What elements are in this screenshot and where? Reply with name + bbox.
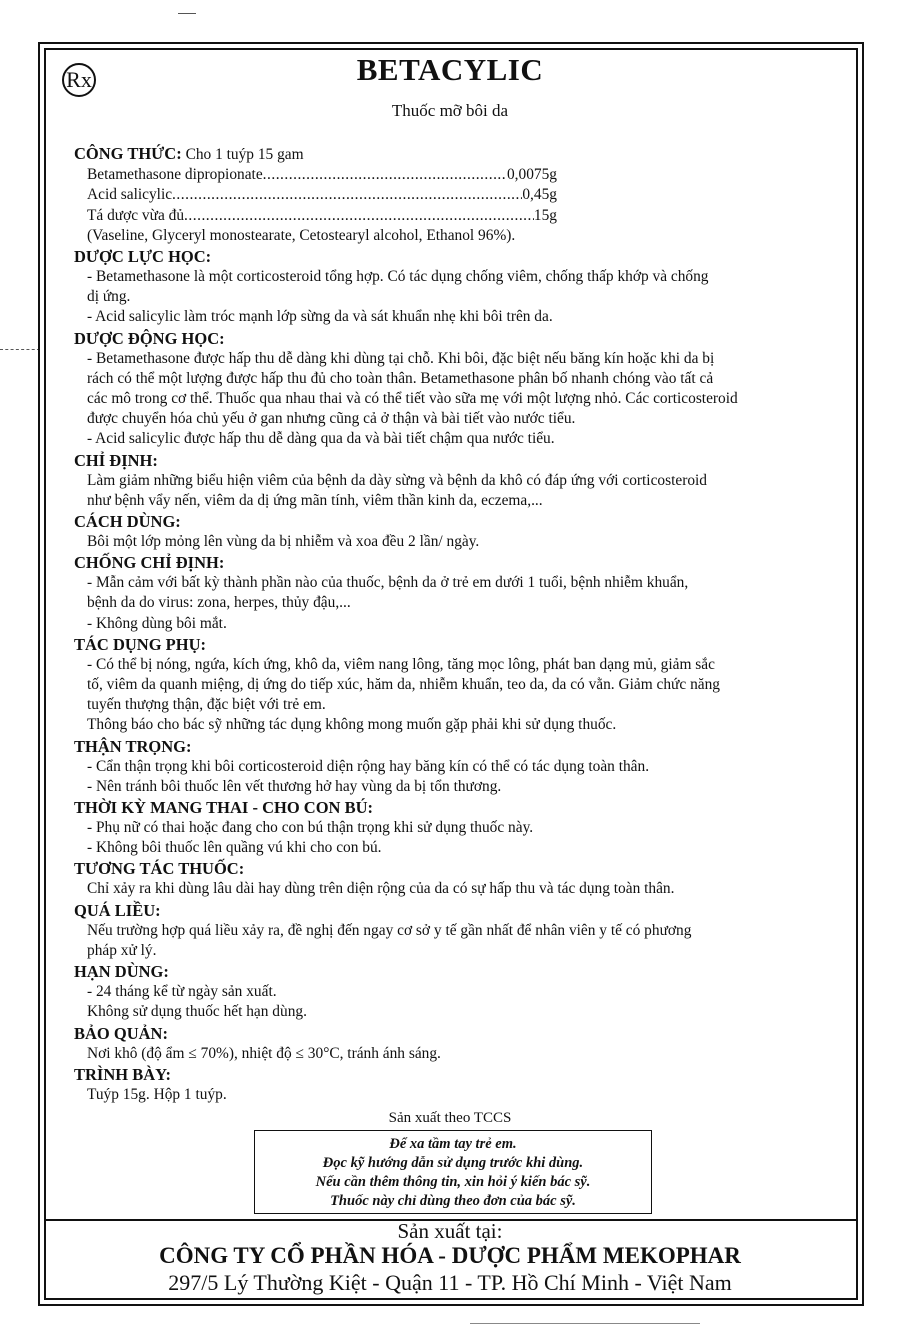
scan-mark-top — [178, 13, 196, 14]
ingredient-amount: 0,0075g — [506, 166, 557, 184]
section-heading: CÔNG THỨC: — [74, 144, 182, 163]
section-text-line: - Nên tránh bôi thuốc lên vết thương hở hay vùng da bị tổn thương. — [87, 777, 502, 795]
formula-excipients: (Vaseline, Glyceryl monostearate, Cetostearyl alcohol, Ethanol 96%). — [87, 226, 516, 244]
sections-list — [74, 246, 834, 1105]
product-subtitle: Thuốc mỡ bôi da — [391, 101, 509, 120]
warning-line: Nếu cần thêm thông tin, xin hỏi ý kiến bác sỹ. — [315, 1174, 591, 1190]
section-heading: CHỐNG CHỈ ĐỊNH: — [74, 553, 225, 573]
section-text-line: - Phụ nữ có thai hoặc đang cho con bú thận trọng khi sử dụng thuốc này. — [87, 819, 534, 837]
section-text-line: Thông báo cho bác sỹ những tác dụng không mong muốn gặp phải khi sử dụng thuốc. — [87, 716, 617, 734]
section-text-line: Nếu trường hợp quá liều xảy ra, đề nghị đến ngay cơ sở y tế gần nhất để nhân viên y tế có phương — [87, 921, 692, 939]
leaflet-section — [74, 1064, 834, 1105]
section-text-line: - Betamethasone được hấp thu dễ dàng khi dùng tại chỗ. Khi bôi, đặc biệt nếu băng kín hoặc khi da bị — [87, 349, 715, 367]
leader-dots — [172, 185, 522, 205]
formula-table — [74, 165, 834, 226]
formula-row — [74, 165, 557, 185]
warning-box — [254, 1130, 652, 1214]
warning-line: Thuốc này chỉ dùng theo đơn của bác sỹ. — [330, 1193, 576, 1209]
section-text-line: - Acid salicylic làm tróc mạnh lớp sừng da và sát khuẩn nhẹ khi bôi trên da. — [87, 308, 553, 326]
section-text-line: pháp xử lý. — [87, 941, 157, 959]
scan-mark-left — [0, 349, 40, 350]
leaflet-section — [74, 900, 834, 961]
section-text-line: tố, viêm da quanh miệng, dị ứng do tiếp xúc, hăm da, nhiễm khuẩn, teo da, da có vằn. Giảm chức năng — [87, 676, 720, 694]
section-text-line: Bôi một lớp mỏng lên vùng da bị nhiễm và xoa đều 2 lần/ ngày. — [87, 533, 480, 551]
formula-row — [74, 206, 557, 226]
section-text-line: - Không bôi thuốc lên quầng vú khi cho con bú. — [87, 839, 382, 857]
section-heading: TRÌNH BÀY: — [74, 1064, 172, 1084]
formula-intro: Cho 1 tuýp 15 gam — [185, 146, 304, 163]
leaflet-section — [74, 246, 834, 328]
section-heading: THỜI KỲ MANG THAI - CHO CON BÚ: — [74, 798, 373, 818]
ingredient-name: Acid salicylic — [87, 186, 173, 204]
leaflet-section — [74, 797, 834, 858]
manufacturer-address: 297/5 Lý Thường Kiệt - Quận 11 - TP. Hồ Chí Minh - Việt Nam — [168, 1270, 732, 1295]
leader-dots — [184, 206, 534, 226]
leaflet-section — [74, 511, 834, 552]
leaflet-section — [74, 858, 834, 899]
manufacturer-label: Sản xuất tại: — [397, 1219, 503, 1243]
section-heading: QUÁ LIỀU: — [74, 900, 161, 920]
section-text-line: - Mẫn cảm với bất kỳ thành phần nào của thuốc, bệnh da ở trẻ em dưới 1 tuổi, bệnh nhiễm khuẩn, — [87, 574, 689, 592]
ingredient-amount: 15g — [533, 206, 557, 224]
section-text-line: - Acid salicylic được hấp thu dễ dàng qua da và bài tiết chậm qua nước tiểu. — [87, 430, 555, 448]
leaflet-section — [74, 961, 834, 1022]
section-text-line: - Không dùng bôi mắt. — [87, 614, 227, 632]
leaflet-section — [74, 736, 834, 797]
section-text-line: - Có thể bị nóng, ngứa, kích ứng, khô da, viêm nang lông, tăng mọc lông, phát ban dạng mủ, giảm sắc — [87, 655, 715, 673]
ingredient-name: Tá dược vừa đủ — [87, 206, 185, 224]
section-text-line: Tuýp 15g. Hộp 1 tuýp. — [87, 1085, 227, 1103]
section-text-line: Làm giảm những biểu hiện viêm của bệnh da dày sừng và bệnh da khô có đáp ứng với corticosteroid — [87, 471, 707, 489]
section-heading: DƯỢC LỰC HỌC: — [74, 247, 212, 267]
production-standard: Sản xuất theo TCCS — [388, 1110, 512, 1126]
section-heading: DƯỢC ĐỘNG HỌC: — [74, 328, 225, 348]
leaflet-section — [74, 634, 834, 736]
section-text-line: rách có thể một lượng được hấp thu đủ cho toàn thân. Betamethasone phân bố nhanh chóng vào tất cả — [87, 369, 714, 387]
leader-dots — [263, 165, 507, 185]
section-heading: CÁCH DÙNG: — [74, 512, 181, 532]
section-text-line: Nơi khô (độ ẩm ≤ 70%), nhiệt độ ≤ 30°C, tránh ánh sáng. — [87, 1044, 441, 1062]
section-cong-thuc — [74, 143, 834, 165]
prescription-rx-icon: Rx — [62, 63, 96, 97]
section-text-line: bệnh da do virus: zona, herpes, thủy đậu,... — [87, 594, 351, 612]
leaflet-section — [74, 450, 834, 511]
section-text-line: như bệnh vẩy nến, viêm da dị ứng mãn tính, viêm thần kinh da, eczema,... — [87, 491, 543, 509]
ingredient-name: Betamethasone dipropionate — [87, 166, 263, 184]
section-heading: TÁC DỤNG PHỤ: — [74, 634, 206, 654]
manufacturer-company: CÔNG TY CỔ PHẦN HÓA - DƯỢC PHẨM MEKOPHAR — [159, 1243, 741, 1268]
section-text-line: - Cẩn thận trọng khi bôi corticosteroid diện rộng hay băng kín có thể có tác dụng toàn thân. — [87, 757, 650, 775]
leaflet-section — [74, 552, 834, 634]
section-text-line: - Betamethasone là một corticosteroid tổng hợp. Có tác dụng chống viêm, chống thấp khớp và chống — [87, 268, 709, 286]
leaflet-content — [74, 143, 834, 1105]
section-heading: TƯƠNG TÁC THUỐC: — [74, 859, 245, 879]
warning-line: Để xa tầm tay trẻ em. — [389, 1136, 517, 1152]
leaflet-section — [74, 1023, 834, 1064]
formula-row — [74, 185, 557, 205]
section-text-line: Không sử dụng thuốc hết hạn dùng. — [87, 1003, 307, 1021]
warning-line: Đọc kỹ hướng dẫn sử dụng trước khi dùng. — [322, 1155, 584, 1171]
section-heading: THẬN TRỌNG: — [74, 736, 192, 756]
section-heading: CHỈ ĐỊNH: — [74, 450, 158, 470]
scan-mark-bottom — [470, 1323, 700, 1324]
section-heading: HẠN DÙNG: — [74, 962, 169, 982]
ingredient-amount: 0,45g — [522, 186, 557, 204]
section-text-line: dị ứng. — [87, 288, 131, 306]
section-text-line: - 24 tháng kể từ ngày sản xuất. — [87, 983, 277, 1001]
product-title: BETACYLIC — [356, 52, 544, 87]
section-heading: BẢO QUẢN: — [74, 1023, 168, 1043]
section-text-line: các mô trong cơ thể. Thuốc qua nhau thai và có thể tiết vào sữa mẹ với một lượng nhỏ. Các corticosteroid — [87, 390, 738, 408]
section-text-line: tuyến thượng thận, đặc biệt với trẻ em. — [87, 696, 326, 714]
leaflet-section — [74, 328, 834, 450]
section-text-line: Chỉ xảy ra khi dùng lâu dài hay dùng trên diện rộng của da có sự hấp thu và tác dụng toàn thân. — [87, 880, 675, 898]
section-text-line: được chuyển hóa chủ yếu ở gan nhưng cũng cả ở thận và bài tiết vào nước tiểu. — [87, 410, 576, 428]
